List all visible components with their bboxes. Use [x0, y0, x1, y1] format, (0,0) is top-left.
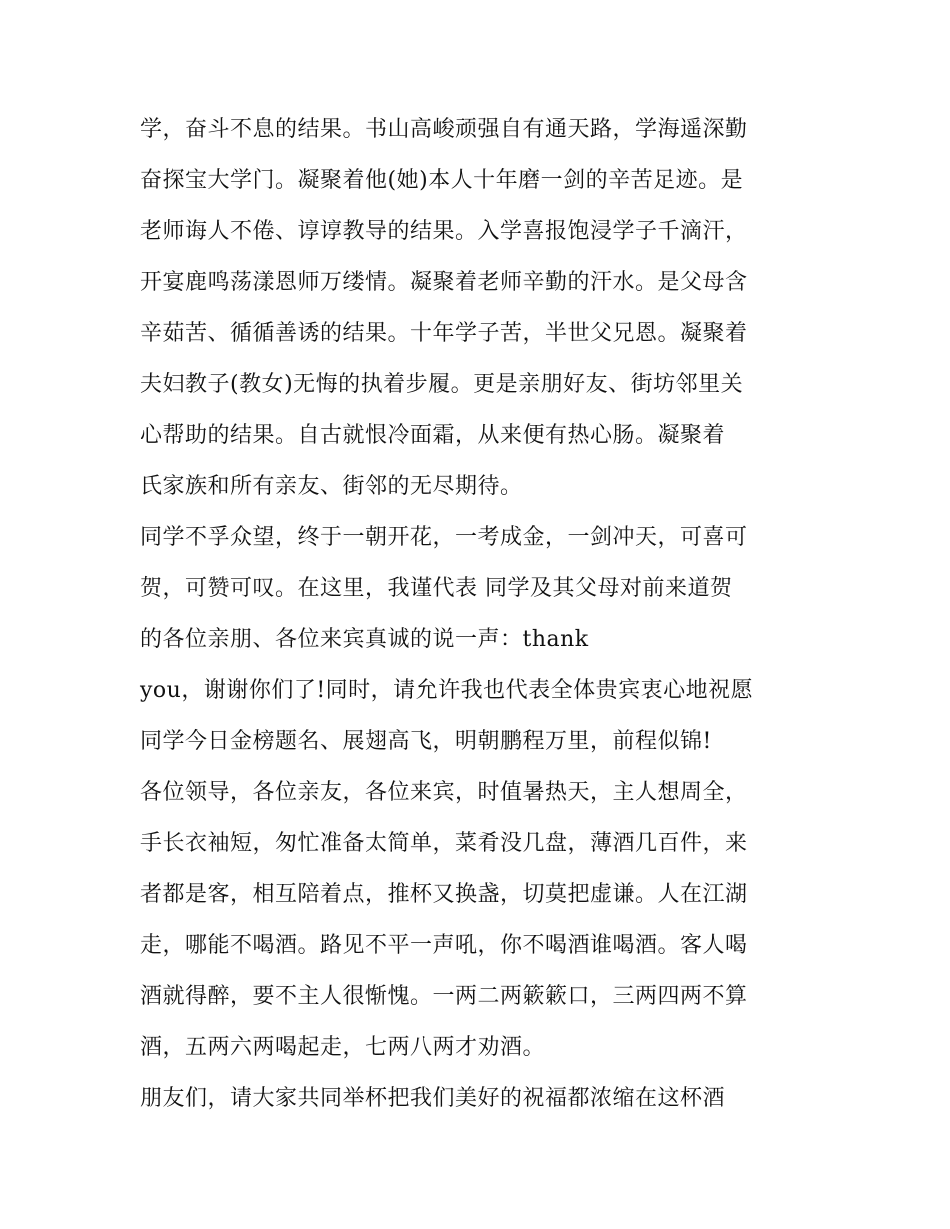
text-line: 心帮助的结果。自古就恨冷面霜，从来便有热心肠。凝聚着 [140, 423, 726, 448]
text-line: 同学今日金榜题名、展翅高飞，明朝鹏程万里，前程似锦! [140, 729, 712, 754]
text-line: 辛茹苦、循循善诱的结果。十年学子苦，半世父兄恩。凝聚着 [140, 321, 748, 346]
text-line: you，谢谢你们了!同时，请允许我也代表全体贵宾衷心地祝愿 [140, 678, 754, 703]
text-line: 老师诲人不倦、谆谆教导的结果。入学喜报饱浸学子千滴汗， [140, 219, 748, 244]
text-line: 学，奋斗不息的结果。书山高峻顽强自有通天路，学海遥深勤 [140, 117, 748, 142]
text-line: 开宴鹿鸣荡漾恩师万缕情。凝聚着老师辛勤的汗水。是父母含 [140, 270, 748, 295]
text-line: 酒就得醉，要不主人很惭愧。一两二两簌簌口，三两四两不算 [140, 984, 748, 1009]
text-line: 夫妇教子(教女)无悔的执着步履。更是亲朋好友、街坊邻里关 [140, 372, 744, 397]
text-line: 氏家族和所有亲友、街邻的无尽期待。 [140, 474, 523, 499]
text-line: 各位领导，各位亲友，各位来宾，时值暑热天，主人想周全， [140, 780, 748, 805]
text-line: 贺，可赞可叹。在这里，我谨代表 同学及其父母对前来道贺 [140, 576, 733, 601]
text-line: 走，哪能不喝酒。路见不平一声吼，你不喝酒谁喝酒。客人喝 [140, 933, 748, 958]
document-body [140, 108, 830, 1128]
text-line: 者都是客，相互陪着点，推杯又换盏，切莫把虚谦。人在江湖 [140, 882, 748, 907]
text-line: 手长衣袖短，匆忙准备太简单，菜肴没几盘，薄酒几百件，来 [140, 831, 748, 856]
text-line: 奋探宝大学门。凝聚着他(她)本人十年磨一剑的辛苦足迹。是 [140, 168, 744, 193]
text-line: 酒，五两六两喝起走，七两八两才劝酒。 [140, 1035, 546, 1060]
text-line: 的各位亲朋、各位来宾真诚的说一声：thank [140, 627, 589, 652]
text-line: 同学不孚众望，终于一朝开花，一考成金，一剑冲天，可喜可 [140, 525, 748, 550]
text-line: 朋友们，请大家共同举杯把我们美好的祝福都浓缩在这杯酒 [140, 1086, 726, 1111]
